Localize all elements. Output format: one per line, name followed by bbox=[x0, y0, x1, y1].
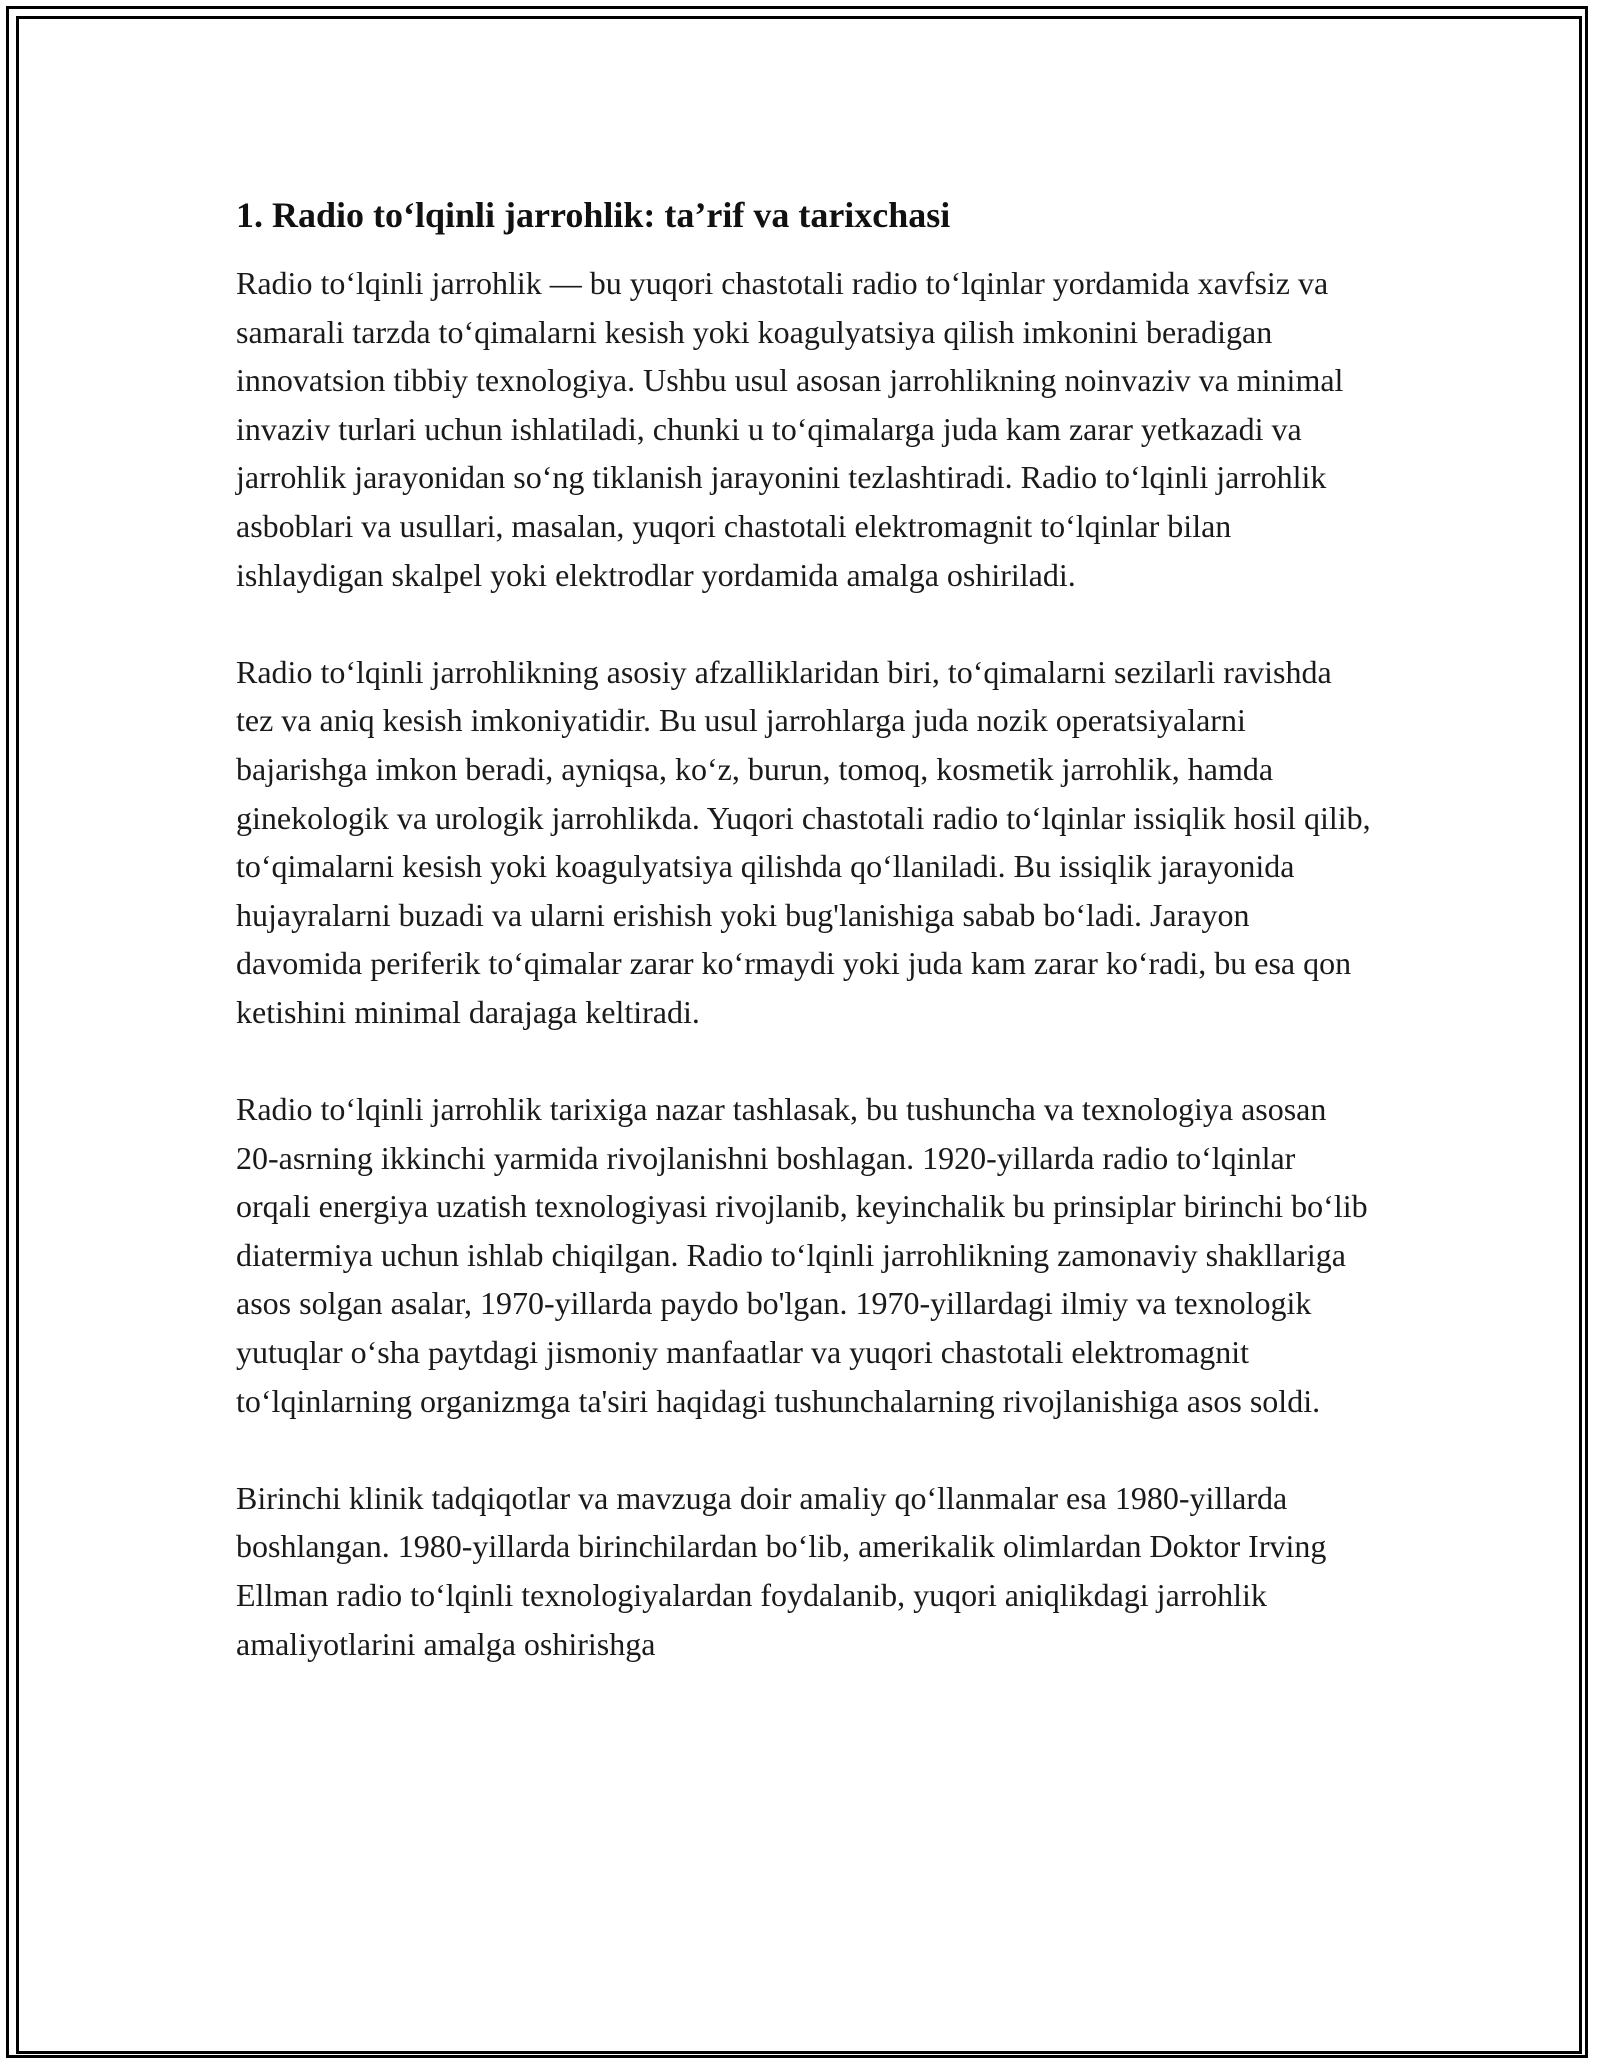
paragraph-clinical-research: Birinchi klinik tadqiqotlar va mavzuga doir amaliy qo‘llanmalar esa 1980-yillarda boshlangan. 1980-yillarda birinchilardan bo‘lib, amerikalik olimlardan Doktor Irving Ellman radio to‘lqinli texnologiyalardan foydalanib, yuqori aniqlikdagi jarrohlik amaliyotlarini amalga oshirishga bbox=[236, 1479, 1327, 1662]
paragraph-definition: Radio to‘lqinli jarrohlik — bu yuqori chastotali radio to‘lqinlar yordamida xavfsiz va samarali tarzda to‘qimalarni kesish yoki koagulyatsiya qilish imkonini beradigan innovatsion tibbiy texnologiya. Ushbu usul asosan jarrohlikning noinvaziv va minimal invaziv turlari uchun ishlatiladi, chunki u to‘qimalarga juda kam zarar yetkazadi va jarrohlik jarayonidan so‘ng tiklanish jarayonini tezlashtiradi. Radio to‘lqinli jarrohlik asboblari va usullari, masalan, yuqori chastotali elektromagnit to‘lqinlar bilan ishlaydigan skalpel yoki elektrodlar yordamida amalga oshiriladi. bbox=[236, 265, 1344, 593]
section-heading: 1. Radio to‘lqinli jarrohlik: ta’rif va tarixchasi bbox=[236, 195, 951, 235]
paragraph-history: Radio to‘lqinli jarrohlik tarixiga nazar tashlasak, bu tushuncha va texnologiya asosan 20-asrning ikkinchi yarmida rivojlanishni boshlagan. 1920-yillarda radio to‘lqinlar orqali energiya uzatish texnologiyasi rivojlanib, keyinchalik bu prinsiplar birinchi bo‘lib diatermiya uchun ishlab chiqilgan. Radio to‘lqinli jarrohlikning zamonaviy shakllariga asos solgan asalar, 1970-yillarda paydo bo'lgan. 1970-yillardagi ilmiy va texnologik yutuqlar o‘sha paytdagi jismoniy manfaatlar va yuqori chastotali elektromagnit to‘lqinlarning organizmga ta'siri haqidagi tushunchalarning rivojlanishiga asos soldi. bbox=[236, 1091, 1368, 1419]
paragraph-advantages: Radio to‘lqinli jarrohlikning asosiy afzalliklaridan biri, to‘qimalarni sezilarli ravishda tez va aniq kesish imkoniyatidir. Bu usul jarrohlarga juda nozik operatsiyalarni bajarishga imkon beradi, ayniqsa, ko‘z, burun, tomoq, kosmetik jarrohlik, hamda ginekologik va urologik jarrohlikda. Yuqori chastotali radio to‘lqinlar issiqlik hosil qilib, to‘qimalarni kesish yoki koagulyatsiya qilishda qo‘llaniladi. Bu issiqlik jarayonida hujayralarni buzadi va ularni erishish yoki bug'lanishiga sabab bo‘ladi. Jarayon davomida periferik to‘qimalar zarar ko‘rmaydi yoki juda kam zarar ko‘radi, bu esa qon ketishini minimal darajaga keltiradi. bbox=[236, 653, 1371, 1030]
document-body bbox=[236, 190, 1376, 1717]
